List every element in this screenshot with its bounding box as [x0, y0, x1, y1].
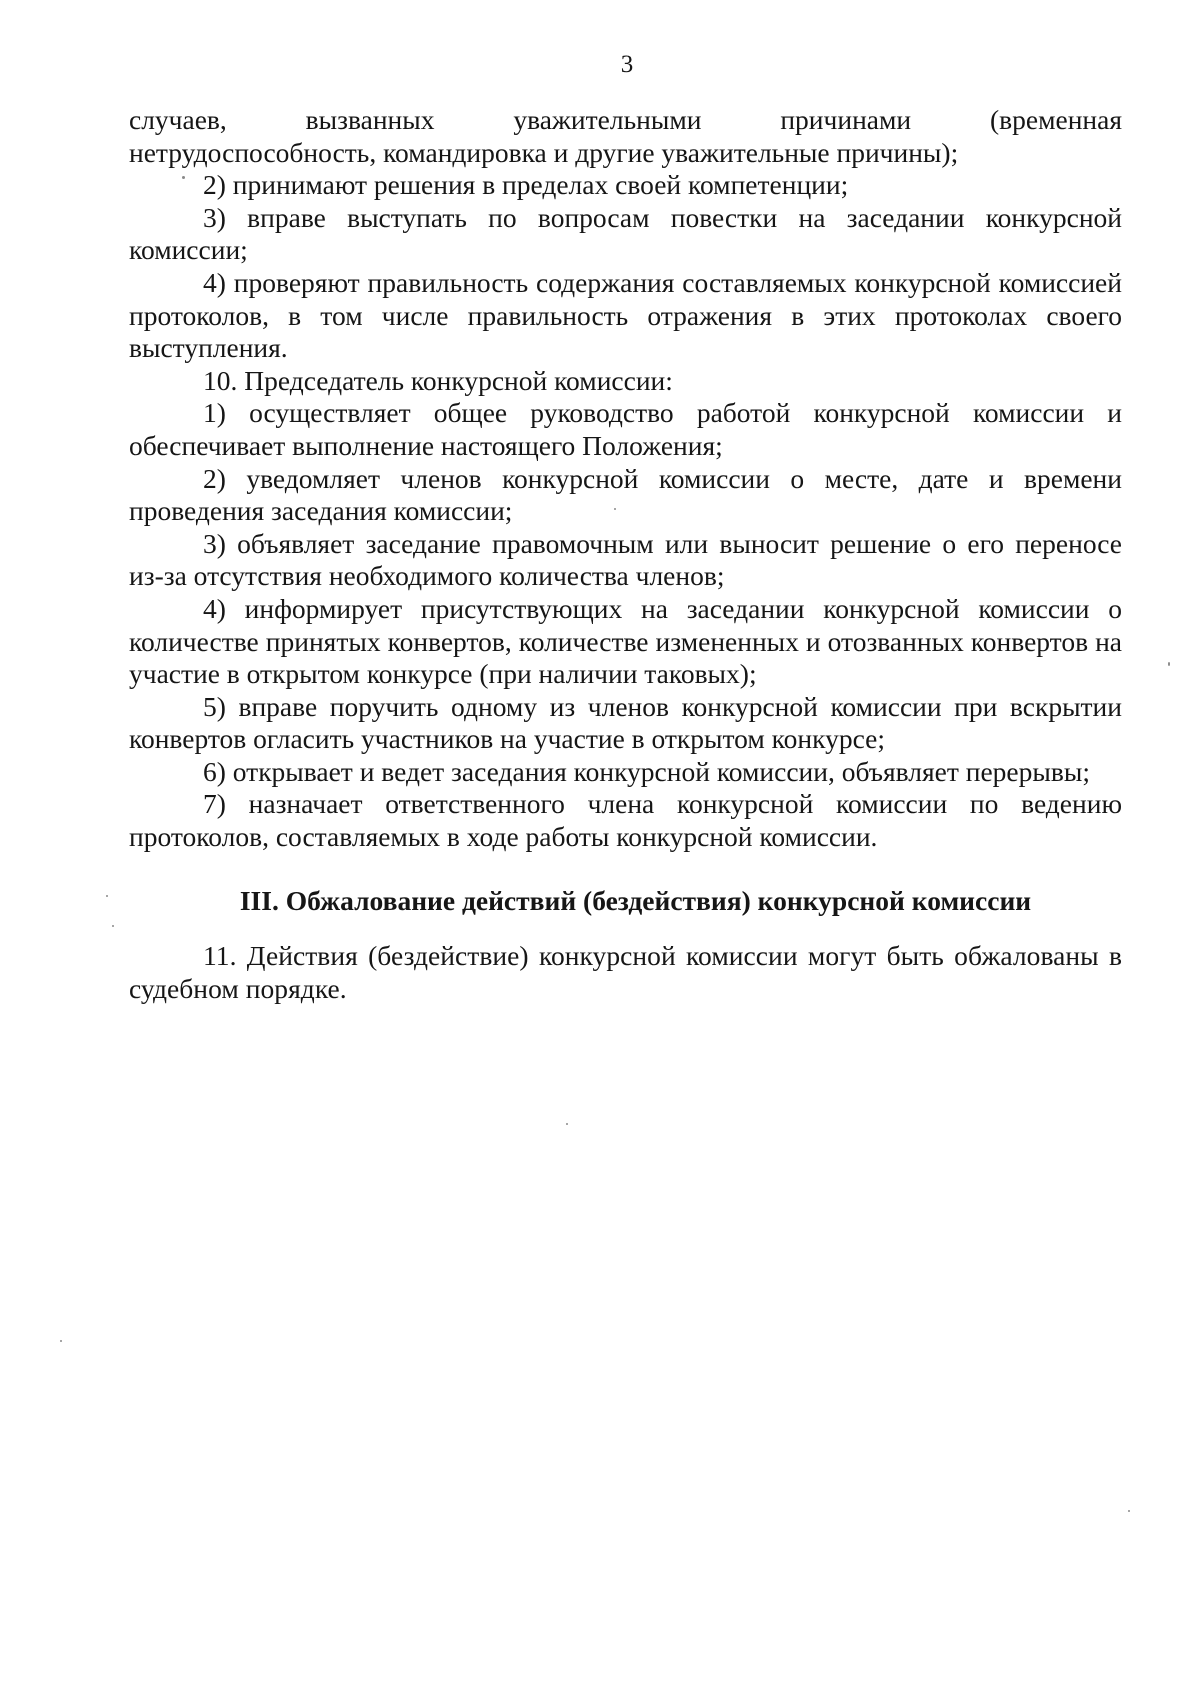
continuation-line-2: нетрудоспособность, командировка и другие уважительные причины); [129, 136, 959, 168]
page-number: 3 [620, 51, 634, 78]
scan-speck [60, 1340, 62, 1342]
paragraph-section-11-appeal: 11. Действия (бездействие) конкурсной комиссии могут быть обжалованы в судебном порядке. [129, 940, 1122, 1004]
paragraph-item-3-speak: 3) вправе выступать по вопросам повестки на заседании конкурсной комиссии; [129, 201, 1122, 266]
section-heading: III. Обжалование действий (бездействия) конкурсной комиссии [239, 884, 1032, 916]
paragraph-item-4-verify: 4) проверяют правильность содержания составляемых конкурсной комиссией протоколов, в том числе правильность отражения в этих протоколах своего выступления. [129, 266, 1122, 364]
scan-speck [182, 176, 185, 179]
document-body [129, 104, 1122, 1005]
paragraph-chair-item-3: 3) объявляет заседание правомочным или выносит решение о его переносе из-за отсутствия необходимого количества членов; [129, 527, 1122, 592]
scan-speck [1128, 1510, 1130, 1512]
paragraph-section-10-chairman: 10. Председатель конкурсной комиссии: [203, 364, 673, 396]
paragraph-chair-item-2: 2) уведомляет членов конкурсной комиссии о месте, дате и времени проведения заседания комиссии; [129, 462, 1122, 527]
scan-speck [566, 1123, 568, 1125]
scan-speck [1168, 662, 1170, 666]
paragraph-chair-item-4: 4) информирует присутствующих на заседании конкурсной комиссии о количестве принятых конвертов, количестве измененных и отозванных конвертов на участие в открытом конкурсе (при наличии таковых); [129, 592, 1122, 690]
scan-speck [112, 925, 114, 927]
paragraph-chair-item-5: 5) вправе поручить одному из членов конкурсной комиссии при вскрытии конвертов огласить участников на участие в открытом конкурсе; [129, 690, 1122, 755]
continuation-line-1: случаев, вызванных уважительными причинами (временная [129, 104, 1122, 135]
paragraph-chair-item-7: 7) назначает ответственного члена конкурсной комиссии по ведению протоколов, составляемых в ходе работы конкурсной комиссии. [129, 788, 1122, 853]
scan-speck [106, 895, 108, 897]
paragraph-chair-item-6: 6) открывает и ведет заседания конкурсной комиссии, объявляет перерывы; [203, 755, 1090, 787]
paragraph-chair-item-1: 1) осуществляет общее руководство работой конкурсной комиссии и обеспечивает выполнение настоящего Положения; [129, 397, 1122, 461]
scan-speck [614, 508, 616, 510]
paragraph-continuation [129, 104, 1122, 169]
paragraph-item-2-decisions: 2) принимают решения в пределах своей компетенции; [203, 169, 849, 201]
